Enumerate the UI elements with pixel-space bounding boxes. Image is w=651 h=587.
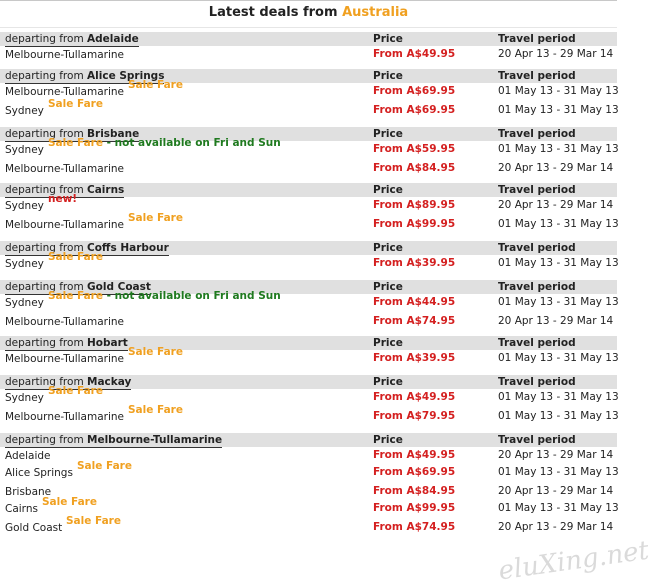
period-header: Travel period [498, 434, 576, 446]
period-header: Travel period [498, 184, 576, 196]
section-alice-springs [0, 69, 617, 121]
price[interactable]: From A$69.95 [373, 104, 456, 116]
destination[interactable]: Gold Coast [5, 522, 63, 534]
sale-fare-badge: Sale Fare [48, 385, 103, 397]
destination[interactable]: Melbourne-Tullamarine [5, 163, 125, 175]
sale-fare-badge: Sale Fare [128, 346, 183, 358]
travel-period: 01 May 13 - 31 May 13 [498, 352, 619, 364]
deal-tag [48, 251, 103, 264]
deal-tag [48, 137, 281, 150]
price[interactable]: From A$84.95 [373, 485, 456, 497]
price[interactable]: From A$49.95 [373, 48, 456, 60]
deal-row[interactable] [0, 313, 617, 330]
section-adelaide [0, 32, 617, 63]
destination[interactable]: Melbourne-Tullamarine [5, 219, 125, 231]
section-header [0, 183, 617, 197]
destination[interactable]: Cairns [5, 503, 38, 515]
sale-fare-badge: Sale Fare [42, 496, 97, 508]
section-gold-coast [0, 280, 617, 330]
deal-row[interactable] [0, 160, 617, 177]
destination[interactable]: Melbourne-Tullamarine [5, 49, 125, 61]
sale-fare-badge: Sale Fare [77, 460, 132, 472]
deal-tag [48, 98, 103, 111]
deal-row[interactable] [0, 404, 619, 427]
departing-label: departing from [5, 184, 84, 196]
section-header [0, 32, 617, 46]
destination[interactable]: Adelaide [5, 450, 51, 462]
price[interactable]: From A$39.95 [373, 352, 456, 364]
price-header: Price [373, 281, 403, 293]
sale-fare-badge: Sale Fare [48, 98, 103, 110]
section-hobart [0, 336, 617, 369]
price[interactable]: From A$69.95 [373, 466, 456, 478]
departing-city: Hobart [87, 337, 128, 349]
travel-period: 20 Apr 13 - 29 Mar 14 [498, 48, 614, 60]
price[interactable]: From A$44.95 [373, 296, 456, 308]
departing-city: Coffs Harbour [87, 242, 169, 254]
title-country: Australia [342, 5, 409, 20]
deal-row[interactable] [0, 515, 617, 538]
watermark: eluXing.net [496, 535, 651, 587]
deal-row[interactable] [0, 290, 619, 313]
deal-row[interactable] [0, 385, 619, 408]
section-mackay [0, 375, 617, 427]
travel-period: 20 Apr 13 - 29 Mar 14 [498, 199, 614, 211]
travel-period: 01 May 13 - 31 May 13 [498, 143, 619, 155]
departing-link[interactable] [5, 433, 222, 448]
title-prefix: Latest deals from [208, 5, 338, 20]
departing-city: Mackay [87, 376, 132, 388]
deal-row[interactable] [0, 98, 619, 121]
departing-label: departing from [5, 70, 84, 82]
travel-period: 20 Apr 13 - 29 Mar 14 [498, 521, 614, 533]
travel-period: 01 May 13 - 31 May 13 [498, 218, 619, 230]
deal-tag [128, 212, 183, 225]
destination[interactable]: Sydney [5, 297, 44, 309]
deal-tag [128, 404, 183, 417]
departing-label: departing from [5, 242, 84, 254]
period-header: Travel period [498, 128, 576, 140]
destination[interactable]: Sydney [5, 392, 44, 404]
sale-fare-badge: Sale Fare [48, 290, 103, 302]
sale-fare-badge: Sale Fare [48, 137, 103, 149]
period-header: Travel period [498, 281, 576, 293]
sale-fare-badge: Sale Fare [128, 212, 183, 224]
travel-period: 01 May 13 - 31 May 13 [498, 257, 619, 269]
departing-link[interactable] [5, 32, 139, 47]
departing-city: Adelaide [87, 33, 139, 45]
departing-city: Cairns [87, 184, 125, 196]
deal-tag [42, 496, 97, 509]
departing-label: departing from [5, 434, 84, 446]
deal-tag [128, 346, 183, 359]
departing-label: departing from [5, 376, 84, 388]
section-header [0, 336, 617, 350]
price[interactable]: From A$79.95 [373, 410, 456, 422]
deal-tag [128, 79, 183, 92]
deal-row[interactable] [0, 346, 619, 369]
travel-period: 01 May 13 - 31 May 13 [498, 85, 619, 97]
price[interactable]: From A$74.95 [373, 521, 456, 533]
destination[interactable]: Melbourne-Tullamarine [5, 316, 125, 328]
price[interactable]: From A$89.95 [373, 199, 456, 211]
destination[interactable]: Melbourne-Tullamarine [5, 411, 125, 423]
deal-tag [66, 515, 121, 528]
availability-note: - not available on Fri and Sun [102, 290, 281, 302]
deal-row[interactable] [0, 193, 617, 216]
section-brisbane [0, 127, 617, 177]
travel-period: 20 Apr 13 - 29 Mar 14 [498, 315, 614, 327]
price-header: Price [373, 184, 403, 196]
destination[interactable]: Sydney [5, 144, 44, 156]
price-header: Price [373, 376, 403, 388]
deal-tag [48, 385, 103, 398]
deal-row[interactable] [0, 46, 617, 63]
period-header: Travel period [498, 376, 576, 388]
travel-period: 20 Apr 13 - 29 Mar 14 [498, 162, 614, 174]
period-header: Travel period [498, 242, 576, 254]
section-header [0, 69, 617, 83]
section-header [0, 433, 617, 447]
price[interactable]: From A$39.95 [373, 257, 456, 269]
new-badge: new! [48, 193, 78, 205]
price-header: Price [373, 337, 403, 349]
departing-label: departing from [5, 281, 84, 293]
price[interactable]: From A$69.95 [373, 85, 456, 97]
travel-period: 20 Apr 13 - 29 Mar 14 [498, 449, 614, 461]
travel-period: 01 May 13 - 31 May 13 [498, 104, 619, 116]
deal-tag [48, 290, 281, 303]
destination[interactable]: Sydney [5, 200, 44, 212]
deals-list [0, 32, 617, 538]
departing-city: Alice Springs [87, 70, 165, 82]
sale-fare-badge: Sale Fare [128, 79, 183, 91]
departing-link[interactable] [5, 336, 128, 351]
departing-label: departing from [5, 128, 84, 140]
departing-label: departing from [5, 33, 84, 45]
travel-period: 01 May 13 - 31 May 13 [498, 466, 619, 478]
travel-period: 01 May 13 - 31 May 13 [498, 296, 619, 308]
destination[interactable]: Alice Springs [5, 467, 73, 479]
departing-city: Gold Coast [87, 281, 151, 293]
period-header: Travel period [498, 33, 576, 45]
destination[interactable]: Brisbane [5, 486, 52, 498]
price[interactable]: From A$49.95 [373, 449, 456, 461]
deal-row[interactable] [0, 212, 619, 235]
deal-row[interactable] [0, 460, 619, 483]
period-header: Travel period [498, 337, 576, 349]
price[interactable]: From A$74.95 [373, 315, 456, 327]
deal-row[interactable] [0, 251, 619, 274]
price-header: Price [373, 434, 403, 446]
availability-note: - not available on Fri and Sun [102, 137, 281, 149]
price-header: Price [373, 128, 403, 140]
destination[interactable]: Melbourne-Tullamarine [5, 86, 125, 98]
price-header: Price [373, 33, 403, 45]
deal-tag [48, 193, 77, 206]
travel-period: 01 May 13 - 31 May 13 [498, 391, 619, 403]
price[interactable]: From A$49.95 [373, 391, 456, 403]
departing-city: Melbourne-Tullamarine [87, 434, 223, 446]
price[interactable]: From A$99.95 [373, 218, 456, 230]
section-melbourne-tullamarine [0, 433, 617, 538]
section-cairns [0, 183, 617, 235]
destination[interactable]: Sydney [5, 258, 44, 270]
sale-fare-badge: Sale Fare [48, 251, 103, 263]
price-header: Price [373, 242, 403, 254]
section-coffs-harbour [0, 241, 617, 274]
departing-label: departing from [5, 337, 84, 349]
sale-fare-badge: Sale Fare [66, 515, 121, 527]
travel-period: 20 Apr 13 - 29 Mar 14 [498, 485, 614, 497]
price[interactable]: From A$84.95 [373, 162, 456, 174]
travel-period: 01 May 13 - 31 May 13 [498, 502, 619, 514]
travel-period: 01 May 13 - 31 May 13 [498, 410, 619, 422]
departing-city: Brisbane [87, 128, 140, 140]
page-title [0, 1, 617, 28]
price[interactable]: From A$59.95 [373, 143, 456, 155]
deal-tag [77, 460, 132, 473]
destination[interactable]: Melbourne-Tullamarine [5, 353, 125, 365]
period-header: Travel period [498, 70, 576, 82]
deal-row[interactable] [0, 137, 619, 160]
destination[interactable]: Sydney [5, 105, 44, 117]
price-header: Price [373, 70, 403, 82]
price[interactable]: From A$99.95 [373, 502, 456, 514]
sale-fare-badge: Sale Fare [128, 404, 183, 416]
